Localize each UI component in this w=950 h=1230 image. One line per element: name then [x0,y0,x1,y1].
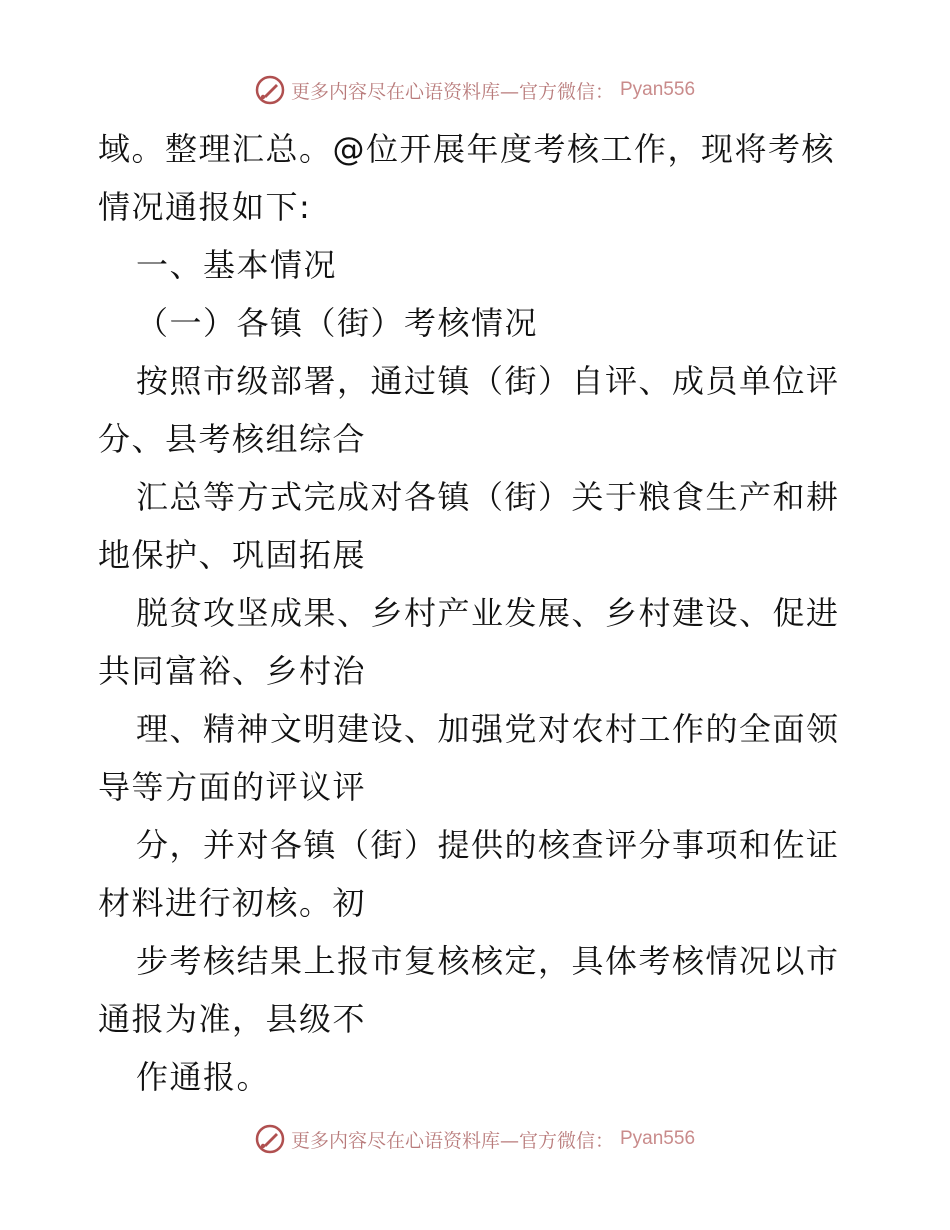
watermark-text: 更多内容尽在心语资料库—官方微信： [290,80,614,103]
text-line-11: 理、精神文明建设、加强党对农村工作的全面领 [136,710,840,748]
watermark-wechat-id: Pyan556 [620,1128,696,1149]
quill-pen-logo-icon [255,1124,285,1154]
document-body [98,120,858,1106]
text-line-14: 材料进行初核。初 [98,884,367,922]
text-line-15: 步考核结果上报市复核核定，具体考核情况以市 [136,942,840,980]
subsection-heading: （一）各镇（街）考核情况 [136,304,539,342]
footer-watermark [0,1119,950,1159]
text-line-5: 按照市级部署，通过镇（街）自评、成员单位评 [136,362,840,400]
text-line-6: 分、县考核组综合 [98,420,367,458]
text-line-10: 共同富裕、乡村治 [98,652,367,690]
section-heading: 一、基本情况 [136,246,338,284]
text-line-8: 地保护、巩固拓展 [98,536,367,574]
text-line-16: 通报为准，县级不 [98,1000,367,1038]
quill-pen-logo-icon [255,75,285,105]
header-watermark [0,70,950,110]
text-line-13: 分，并对各镇（街）提供的核查评分事项和佐证 [136,826,840,864]
watermark-text: 更多内容尽在心语资料库—官方微信： [290,1129,614,1152]
text-line-12: 导等方面的评议评 [98,768,367,806]
text-line-17: 作通报。 [136,1058,271,1096]
text-line-2: 情况通报如下: [98,188,312,226]
text-line-7: 汇总等方式完成对各镇（街）关于粮食生产和耕 [136,478,840,516]
text-line-9: 脱贫攻坚成果、乡村产业发展、乡村建设、促进 [136,594,840,632]
text-line-1: 域。整理汇总。@位开展年度考核工作，现将考核 [98,130,836,168]
watermark-wechat-id: Pyan556 [620,79,696,100]
